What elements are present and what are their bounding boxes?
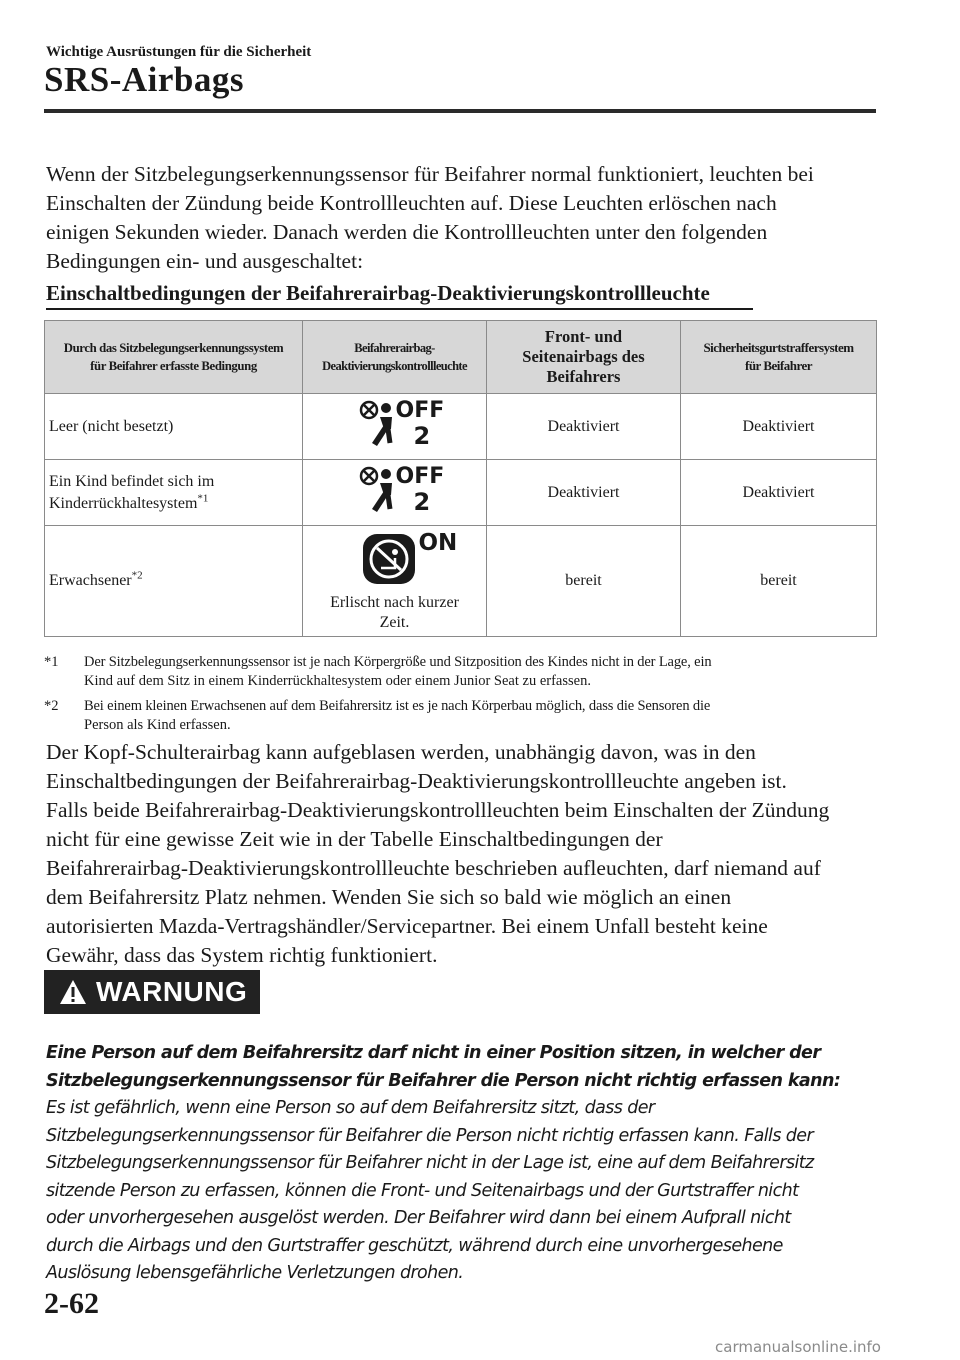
- lamp-cell: [303, 460, 487, 526]
- body-line: autorisierten Mazda-Vertragshändler/Servicepartner. Bei einem Unfall besteht keine: [46, 914, 768, 938]
- warning-line: oder unvorhergesehen ausgelöst werden. Der Beifahrer wird dann bei einem Aufprall nicht: [46, 1208, 791, 1228]
- footnote-line: Der Sitzbelegungserkennungssensor ist je nach Körpergröße und Sitzposition des Kindes nicht in der Lage, ein: [84, 654, 712, 670]
- warning-triangle-icon: [58, 978, 88, 1006]
- intro-line: Wenn der Sitzbelegungserkennungssensor für Beifahrer normal funktioniert, leuchten bei: [46, 162, 814, 186]
- condition-text: [49, 493, 298, 515]
- intro-line: einigen Sekunden wieder. Danach werden die Kontrollleuchten unter den folgenden: [46, 220, 768, 244]
- table-heading-underline: [46, 308, 753, 310]
- condition-text: Leer (nicht besetzt): [49, 417, 174, 435]
- lamp-label: OFF: [395, 398, 445, 423]
- warning-bold-line: Eine Person auf dem Beifahrersitz darf nicht in einer Position sitzen, in welcher der: [46, 1043, 821, 1063]
- condition-table: [44, 320, 877, 637]
- header-lamp-line: Deaktivierungskontrollleuchte: [322, 359, 467, 373]
- table-row: [45, 460, 877, 526]
- condition-text: Ein Kind befindet sich im: [49, 472, 215, 490]
- header-condition-line: Durch das Sitzbelegungserkennungssystem: [63, 341, 284, 355]
- condition-text: [49, 570, 298, 592]
- passenger-number-glyph: 2: [413, 488, 431, 516]
- warning-line: Sitzbelegungserkennungssensor für Beifahrer nicht in der Lage ist, eine auf dem Beifahrersitz: [46, 1153, 814, 1173]
- lamp-label: OFF: [395, 464, 445, 489]
- title-divider: [44, 109, 876, 113]
- header-lamp: [303, 321, 487, 394]
- warning-line: Auslösung lebensgefährliche Verletzungen drohen.: [46, 1263, 464, 1283]
- section-kicker: Wichtige Ausrüstungen für die Sicherheit: [46, 44, 312, 60]
- airbag-off-icon: [340, 395, 450, 451]
- warning-text: [46, 1040, 880, 1288]
- footnote-text: [84, 697, 880, 735]
- body-line: Einschaltbedingungen der Beifahrerairbag-Deaktivierungskontrollleuchte angeben ist.: [46, 769, 787, 793]
- lamp-label: ON: [418, 529, 458, 556]
- airbag-on-icon: [335, 529, 458, 586]
- warning-line: sitzende Person zu erfassen, können die Front- und Seitenairbags und der Gurtstraffer nicht: [46, 1180, 799, 1201]
- table-heading: Einschaltbedingungen der Beifahrerairbag-Deaktivierungskontrollleuchte: [46, 281, 710, 305]
- airbags-cell: Deaktiviert: [487, 460, 681, 526]
- header-pretensioner-line: für Beifahrer: [744, 358, 813, 373]
- table-row: [45, 394, 877, 460]
- body-paragraph: [46, 738, 876, 970]
- condition-cell: [45, 394, 303, 460]
- footnote-line: Person als Kind erfassen.: [84, 717, 231, 733]
- table-header-row: [45, 321, 877, 394]
- header-pretensioner: [681, 321, 877, 394]
- airbags-cell: bereit: [487, 526, 681, 637]
- pretensioner-cell: Deaktiviert: [681, 394, 877, 460]
- airbags-cell: Deaktiviert: [487, 394, 681, 460]
- warning-line: Es ist gefährlich, wenn eine Person so auf dem Beifahrersitz sitzt, dass der: [46, 1098, 655, 1118]
- lamp-cell: [303, 394, 487, 460]
- header-lamp-line: Beifahrerairbag-: [354, 341, 435, 355]
- page-number: 2-62: [44, 1287, 99, 1320]
- footnote-line: Bei einem kleinen Erwachsenen auf dem Beifahrersitz ist es je nach Körperbau möglich, dass die Sensoren die: [84, 698, 711, 714]
- body-line: Gewähr, dass das System richtig funktioniert.: [46, 943, 438, 967]
- footnote-ref: *2: [131, 569, 143, 582]
- footnote-text: [84, 653, 880, 691]
- warning-banner: [44, 970, 260, 1014]
- body-line: nicht für eine gewisse Zeit wie in der Tabelle Einschaltbedingungen der: [46, 827, 663, 851]
- warning-label: WARNUNG: [96, 976, 248, 1007]
- page-title: SRS-Airbags: [44, 60, 244, 99]
- watermark: carmanualsonline.info: [715, 1338, 881, 1356]
- condition-cell: [45, 526, 303, 637]
- condition-text-part: Erwachsener: [49, 572, 132, 589]
- footnote-mark: *1: [44, 654, 59, 670]
- body-line: Der Kopf-Schulterairbag kann aufgeblasen werden, unabhängig davon, was in den: [46, 740, 756, 764]
- warning-line: durch die Airbags und den Gurtstraffer geschützt, während durch eine unvorhergesehene: [46, 1235, 783, 1256]
- header-airbags-line: Seitenairbags des: [522, 347, 645, 366]
- pretensioner-cell: Deaktiviert: [681, 460, 877, 526]
- condition-cell: [45, 460, 303, 526]
- header-condition-line: für Beifahrer erfasste Bedingung: [90, 359, 257, 373]
- intro-paragraph: [46, 160, 876, 276]
- footnote-line: Kind auf dem Sitz in einem Kinderrückhaltesystem oder einem Junior Seat zu erfassen.: [84, 673, 591, 689]
- pretensioner-cell: bereit: [681, 526, 877, 637]
- condition-text-part: Kinderrückhaltesystem: [49, 494, 198, 512]
- header-airbags-line: Front- und: [544, 327, 623, 346]
- header-airbags: [487, 321, 681, 394]
- body-line: Falls beide Beifahrerairbag-Deaktivierungskontrollleuchten beim Einschalten der Zündung: [46, 798, 830, 822]
- header-airbags-line: Beifahrers: [546, 367, 621, 386]
- intro-line: Einschalten der Zündung beide Kontrollleuchten auf. Diese Leuchten erlöschen nach: [46, 191, 777, 215]
- lamp-caption: Erlischt nach kurzer: [330, 593, 459, 611]
- header-condition: [45, 321, 303, 394]
- warning-line: Sitzbelegungserkennungssensor für Beifahrer die Person nicht richtig erfassen kann. Falls der: [46, 1125, 814, 1146]
- body-line: dem Beifahrersitz Platz nehmen. Wenden Sie sich so bald wie möglich an einen: [46, 885, 732, 909]
- table-row: [45, 526, 877, 637]
- lamp-cell: [303, 526, 487, 637]
- airbag-off-icon: [340, 461, 450, 517]
- intro-line: Bedingungen ein- und ausgeschaltet:: [46, 249, 364, 273]
- footnote-ref: *1: [197, 492, 209, 505]
- lamp-caption: Zeit.: [379, 613, 410, 631]
- header-pretensioner-line: Sicherheitsgurtstraffersystem: [703, 340, 854, 355]
- footnote-mark: *2: [44, 698, 59, 714]
- passenger-number-glyph: 2: [413, 422, 431, 450]
- warning-bold-line: Sitzbelegungserkennungssensor für Beifahrer die Person nicht richtig erfassen kann:: [46, 1070, 841, 1091]
- body-line: Beifahrerairbag-Deaktivierungskontrollleuchte beschrieben aufleuchten, darf niemand auf: [46, 856, 821, 880]
